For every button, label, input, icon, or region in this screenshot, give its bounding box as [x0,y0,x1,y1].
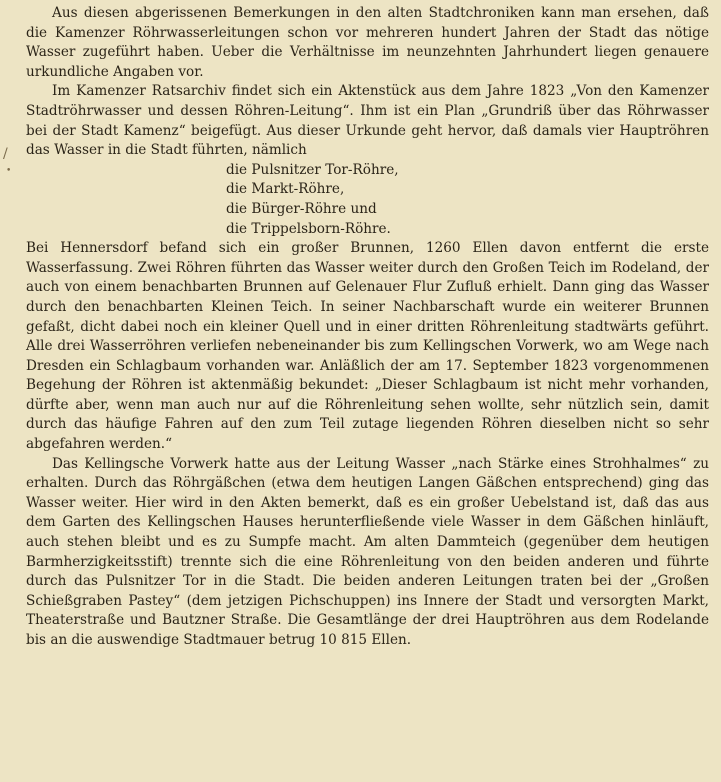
margin-dot-mark: • [6,166,12,176]
list-item: die Markt-Röhre, [226,181,345,198]
paragraph-1: Aus diesen abgerissenen Bemerkungen in den alten Stadtchroniken kann man ersehen, daß die Kamenzer Röhrwasserleitungen schon vor mehreren hundert Jahren der Stadt das nötige Wasser zugeführt haben. Ueber die Verhältnisse im neunzehnten Jahrhundert liegen genauere urkundliche Angaben vor. [26,5,709,80]
margin-pencil-mark: / [3,146,8,162]
paragraph-3: Bei Hennersdorf befand sich ein großer Brunnen, 1260 Ellen davon entfernt die erste Wasserfassung. Zwei Röhren führten das Wasser weiter durch den Großen Teich im Rodeland, der auch von einem benachbarten Brunnen auf Gelenauer Flur Zufluß erhielt. Dann ging das Wasser durch den benachbarten Kleinen Teich. In seiner Nachbarschaft wurde ein weiterer Brunnen gefaßt, dicht dabei noch ein kleiner Quell und in einer dritten Röhrenleitung stadtwärts geführt. Alle drei Wasserröhren verliefen nebeneinander bis zum Kellingschen Vorwerk, wo am Wege nach Dresden ein Schlagbaum vorhanden war. Anläßlich der am 17. September 1823 vorgenommenen Begehung der Röhren ist aktenmäßig bekundet: „Dieser Schlagbaum ist nicht mehr vorhanden, dürfte aber, wenn man auch nur auf die Röhrenleitung sehen wollte, sehr nützlich sein, damit durch das häufige Fahren auf den zum Teil zutage liegenden Röhren dieselben nicht so sehr abgefahren werden.“ [26,240,709,453]
pipe-list [26,161,709,239]
list-item: die Pulsnitzer Tor-Röhre, [226,161,399,178]
paragraph-4: Das Kellingsche Vorwerk hatte aus der Leitung Wasser „nach Stärke eines Strohhalmes“ zu erhalten. Durch das Röhrgäßchen (etwa dem heutigen Langen Gäßchen entsprechend) ging das Wasser weiter. Hier wird in den Akten bemerkt, daß es ein großer Uebelstand ist, daß das aus dem Garten des Kellingschen Hauses herunterfließende viele Wasser in dem Gäßchen hinläuft, auch stehen bleibt und es zu Sumpfe macht. Am alten Dammteich (gegenüber dem heutigen Barmherzigkeitsstift) trennte sich die eine Röhrenleitung von den beiden anderen und führte durch das Pulsnitzer Tor in die Stadt. Die beiden anderen Leitungen traten bei der „Großen Schießgraben Pastey“ (dem jetzigen Pichschuppen) ins Innere der Stadt und versorgten Markt, Theaterstraße und Bautzner Straße. Die Gesamtlänge der drei Hauptröhren aus dem Rodelande bis an die auswendige Stadtmauer betrug 10 815 Ellen. [26,455,709,648]
list-item: die Bürger-Röhre und [226,200,377,217]
paragraph-2: Im Kamenzer Ratsarchiv findet sich ein Aktenstück aus dem Jahre 1823 „Von den Kamenzer Stadtröhrwasser und dessen Röhren-Leitung“. Ihm ist ein Plan „Grundriß über das Röhrwasser bei der Stadt Kamenz“ beigefügt. Aus dieser Urkunde geht hervor, daß damals vier Hauptröhren das Wasser in die Stadt führten, nämlich [26,83,709,159]
list-item: die Trippelsborn-Röhre. [226,220,391,237]
